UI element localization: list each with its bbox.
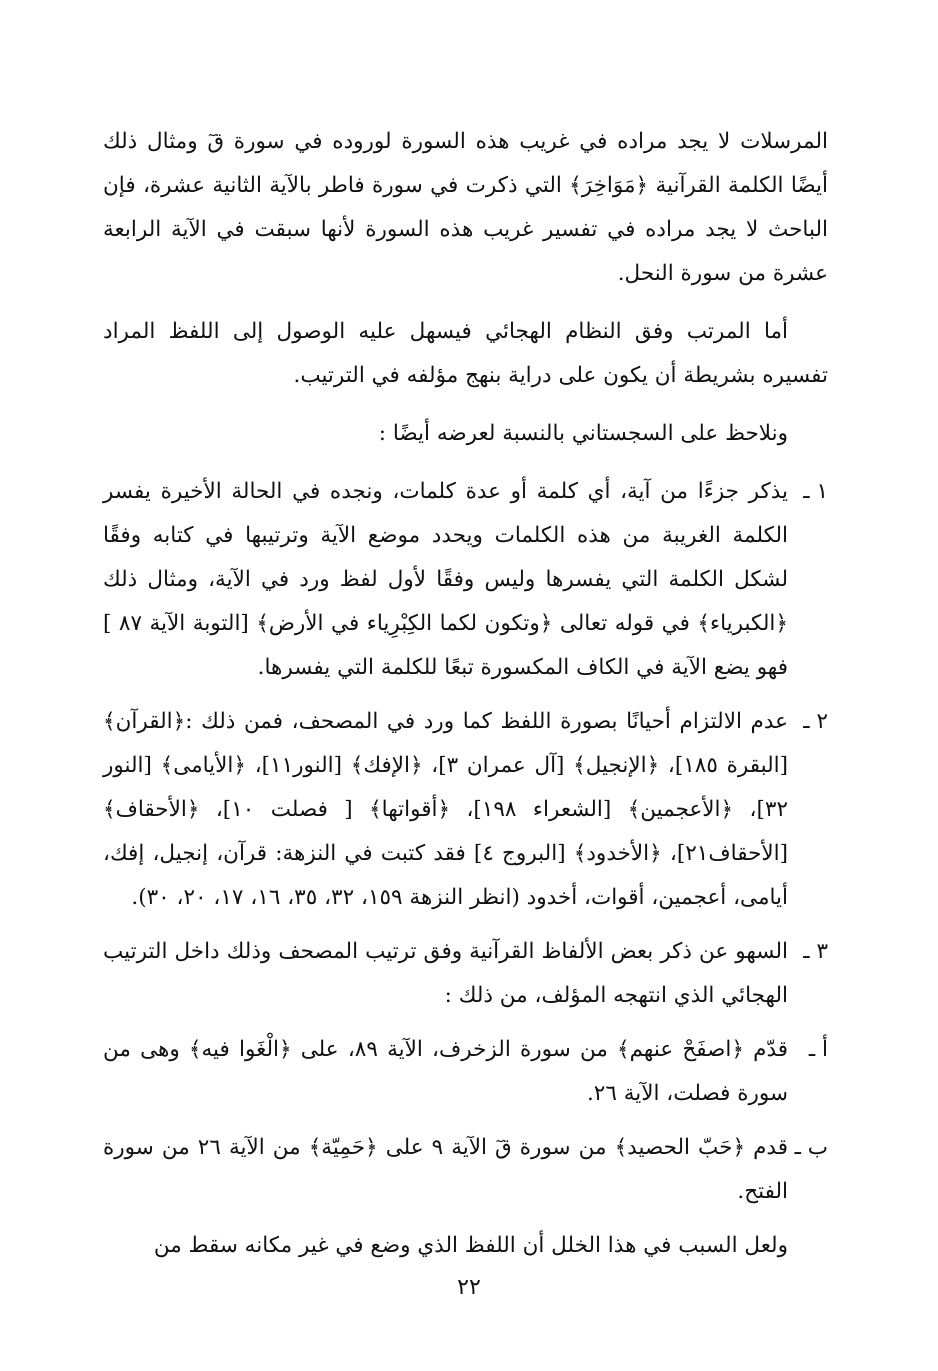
list-item-text: يذكر جزءًا من آية، أي كلمة أو عدة كلمات، ونجده في الحالة الأخيرة يفسر الكلمة الغريبة من هذه الكلمات ويحدد موضع الآية وترتيبها في كتابه وفقًا لشكل الكلمة التي يفسرها وليس وفقًا لأول لفظ ورد في الآية، ومثال ذلك ﴿الكبرياء﴾ في قوله تعالى ﴿وتكون لكما الكِبْرِياء في الأرض﴾ [التوبة الآية ٨٧ ] فهو يضع الآية في الكاف المكسورة تبعًا للكلمة التي يفسرها.	[103, 479, 788, 680]
list-item-text: السهو عن ذكر بعض الألفاظ القرآنية وفق ترتيب المصحف وذلك داخل الترتيب الهجائي الذي انتهجه المؤلف، من ذلك :	[103, 939, 788, 1008]
list-item-3	[103, 930, 828, 1018]
list-item-number: ٣ ـ	[803, 939, 828, 964]
sub-item-letter: أ ـ	[808, 1037, 828, 1062]
list-item-number: ١ ـ	[803, 479, 828, 504]
paragraph-continuation: المرسلات لا يجد مراده في غريب هذه السورة لوروده في سورة قٓ ومثال ذلك أيضًا الكلمة القرآنية ﴿مَوَاخِرَ﴾ التي ذكرت في سورة فاطر بالآية الثانية عشرة، فإن الباحث لا يجد مراده في تفسير غريب هذه السورة لأنها سبقت في الآية الرابعة عشرة من سورة النحل.	[103, 129, 828, 286]
paragraph-ordered-system: أما المرتب وفق النظام الهجائي فيسهل عليه الوصول إلى اللفظ المراد تفسيره بشريطة أن يكون على دراية بنهج مؤلفه في الترتيب.	[103, 319, 828, 388]
sub-item-letter: ب ـ	[794, 1135, 828, 1160]
sub-item-text: قدّم ﴿اصفَحْ عنهم﴾ من سورة الزخرف، الآية ٨٩، على ﴿الْغَوا فيه﴾ وهى من سورة فصلت، الآية ٢٦.	[103, 1037, 789, 1106]
sub-item-text: قدم ﴿حَبّ الحصيد﴾ من سورة قٓ الآية ٩ على ﴿حَمِيّة﴾ من الآية ٢٦ من سورة الفتح.	[103, 1135, 788, 1204]
list-item-2	[103, 700, 828, 920]
list-item-number: ٢ ـ	[803, 709, 828, 734]
page-body	[103, 120, 828, 1282]
page-number: ٢٢	[457, 1275, 481, 1300]
list-item-text: عدم الالتزام أحيانًا بصورة اللفظ كما ورد في المصحف، فمن ذلك :﴿القرآن﴾ [البقرة ١٨٥]، ﴿الإنجيل﴾ [آل عمران ٣]، ﴿الإفك﴾ [النور١١]، ﴿الأيامى﴾ [النور ٣٢]، ﴿الأعجمين﴾ [الشعراء ١٩٨]، ﴿أقواتها﴾ [ فصلت ١٠]، ﴿الأحقاف﴾ [الأحقاف٢١]، ﴿الأخدود﴾ [البروج ٤] فقد كتبت في النزهة: قرآن، إنجيل، إفك، أيامى، أعجمين، أقوات، أخدود (انظر النزهة ١٥٩، ٣٢، ٣٥، ١٦، ١٧، ٢٠، ٣٠).	[103, 709, 788, 910]
sub-item-a	[103, 1028, 828, 1116]
list-item-1	[103, 470, 828, 690]
paragraph-closing: ولعل السبب في هذا الخلل أن اللفظ الذي وضع في غير مكانه سقط من	[153, 1233, 788, 1258]
sub-item-b	[103, 1126, 828, 1214]
paragraph-observations-intro: ونلاحظ على السجستاني بالنسبة لعرضه أيضًا :	[378, 421, 788, 446]
